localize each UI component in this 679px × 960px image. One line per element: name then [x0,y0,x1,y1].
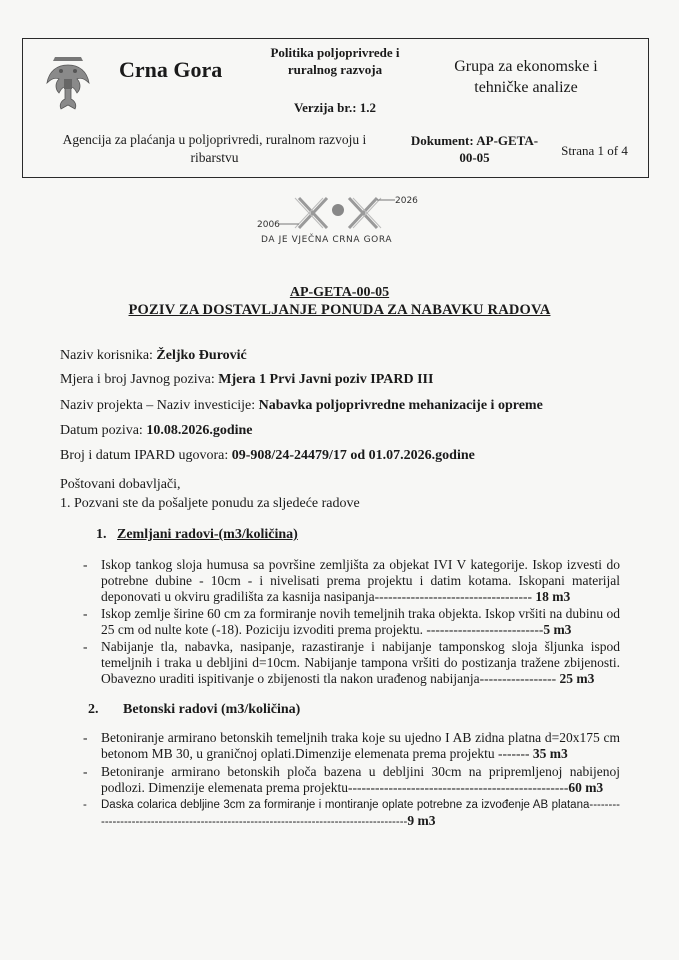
anniversary-year-end: 2026 [395,196,418,206]
coat-of-arms-icon [43,55,93,111]
anniversary-logo [249,190,429,252]
list-item: - Nabijanje tla, nabavka, nasipanje, razastiranje i nabijanje tamponskog sloja šljunka ispod temeljnih i traka u debljini d=10cm. Nabijanje tampona vršiti do postizanja tražene zbijenosti. Obavezno uraditi ispitivanje o zbijenosti tla nakon urađenog nabijanja----------------- 25 m3 [83,639,620,686]
country-cell [23,39,264,127]
document-line-2: 00-05 [459,150,490,165]
policy-cell [264,39,406,89]
list-item: - Iskop zemlje širine 60 cm za formiranje novih temeljnih traka objekta. Iskop vršiti na dubinu od 25 cm od nulte kote (-18). Poziciju izvoditi prema projektu. --------------------------5 m3 [83,606,620,637]
group-line-1: Grupa za ekonomske i [454,58,598,75]
anniversary-year-start: 2006 [257,220,280,230]
item-text: Daska colarica debljine 3cm za formiranje i montiranje oplate potrebne za izvođenje AB platana---------------------------------------------------------------------------------------- [101,799,620,828]
policy-line-2: ruralnog razvoja [287,62,383,77]
section-items-list [85,557,620,687]
info-label: Mjera i broj Javnog poziva: [60,372,219,387]
item-quantity: 5 m3 [543,622,572,637]
item-quantity: 9 m3 [407,813,436,828]
section-items-list [85,730,620,830]
item-text: Betoniranje armirano betonskih temeljnih traka koje su ujedno I AB zidna platna d=20x175 cm betonom MB 30, u graničnoj oplati.Dimenzije elemenata prema projektu ------- [101,730,620,761]
agency-line-2: ribarstvu [190,150,239,165]
info-value: 09-908/24-24479/17 od 01.07.2026.godine [231,448,475,463]
agency-line-1: Agencija za plaćanja u poljoprivredi, ruralnom razvoju i [62,132,367,147]
anniversary-slogan: DA JE VJEČNA CRNA GORA [261,235,393,245]
group-line-2: tehničke analize [474,79,578,96]
section-title [96,527,298,543]
section-number: 2. [88,702,99,717]
info-label: Broj i datum IPARD ugovora: [60,448,232,463]
group-cell [406,39,646,127]
document-header-table [22,38,649,178]
section-name: Betonski radovi (m3/količina) [123,702,301,717]
info-value: 10.08.2026.godine [146,423,253,438]
version-cell: Verzija br.: 1.2 [293,100,377,115]
document-heading: POZIV ZA DOSTAVLJANJE PONUDA ZA NABAVKU RADOVA [128,302,551,318]
info-value: Željko Đurović [156,348,247,363]
list-item: - Iskop tankog sloja humusa sa površine zemljišta za objekat IVI V kategorije. Iskop izvesti do potrebne dubine - 10cm - i nivelisati prema projektu i datim kotama. Iskopani materijal deponovati u okviru gradilišta za kasnija nasipanja----------------------------------- 18 m3 [83,557,620,604]
info-line-beneficiary [60,348,247,364]
info-line-measure [60,372,433,388]
greeting: Poštovani dobavljači, [60,477,181,492]
document-code-title: AP-GETA-00-05 [289,285,390,300]
intro-line: 1. Pozvani ste da pošaljete ponudu za sljedeće radove [60,496,360,511]
info-line-contract [60,448,475,464]
item-quantity: 35 m3 [532,746,568,761]
section-number: 1. [96,527,107,542]
list-item: - Daska colarica debljine 3cm za formiranje i montiranje oplate potrebne za izvođenje AB platana----------------------------------------------------------------------------------------9 m3 [83,799,620,828]
item-quantity: 60 m3 [568,780,604,795]
info-value: Nabavka poljoprivredne mehanizacije i opreme [258,398,543,413]
item-text: Iskop zemlje širine 60 cm za formiranje novih temeljnih traka objekta. Iskop vršiti na dubinu od 25 cm od nulte kote (-18). Poziciju izvoditi prema projektu. -------------------------- [101,606,620,637]
item-text: Iskop tankog sloja humusa sa površine zemljišta za objekat IVI V kategorije. Iskop izvesti do potrebne dubine - 10cm - i nivelisati prema projektu i datim kotama. Iskopani materijal deponovati u okviru gradilišta za kasnija nasipanja----------------------------------- [101,557,620,604]
info-label: Naziv korisnika: [60,348,157,363]
item-quantity: 18 m3 [535,589,571,604]
country-name: Crna Gora [119,57,223,82]
list-item: - Betoniranje armirano betonskih ploča bazena u debljini 30cm na pripremljenoj nabijenoj podlozi. Dimenzije elemenata prema projektu-------------------------------------------------60 m3 [83,764,620,795]
info-label: Datum poziva: [60,423,147,438]
section-title [88,702,300,718]
info-line-project [60,398,543,414]
agency-cell [23,127,406,175]
policy-line-1: Politika poljoprivrede i [270,45,400,60]
item-quantity: 25 m3 [559,671,595,686]
item-text: Betoniranje armirano betonskih ploča bazena u debljini 30cm na pripremljenoj nabijenoj podlozi. Dimenzije elemenata prema projektu------------------------------------------------- [101,764,620,795]
item-text: Nabijanje tla, nabavka, nasipanje, razastiranje i nabijanje tamponskog sloja šljunka ispod temeljnih i traka u debljini d=10cm. Nabijanje tampona vršiti do postizanja tražene zbijenosti. Obavezno uraditi ispitivanje o zbijenosti tla nakon urađenog nabijanja----------------- [101,639,620,686]
info-line-date [60,423,253,439]
section-name: Zemljani radovi-(m3/količina) [117,527,298,542]
document-line-1: Dokument: AP-GETA- [410,133,539,148]
document-id-cell [406,127,543,175]
page-number-cell: Strana 1 of 4 [561,143,628,158]
list-item: - Betoniranje armirano betonskih temeljnih traka koje su ujedno I AB zidna platna d=20x175 cm betonom MB 30, u graničnoj oplati.Dimenzije elemenata prema projektu ------- 35 m3 [83,730,620,761]
info-label: Naziv projekta – Naziv investicije: [60,398,259,413]
info-value: Mjera 1 Prvi Javni poziv IPARD III [218,372,434,387]
